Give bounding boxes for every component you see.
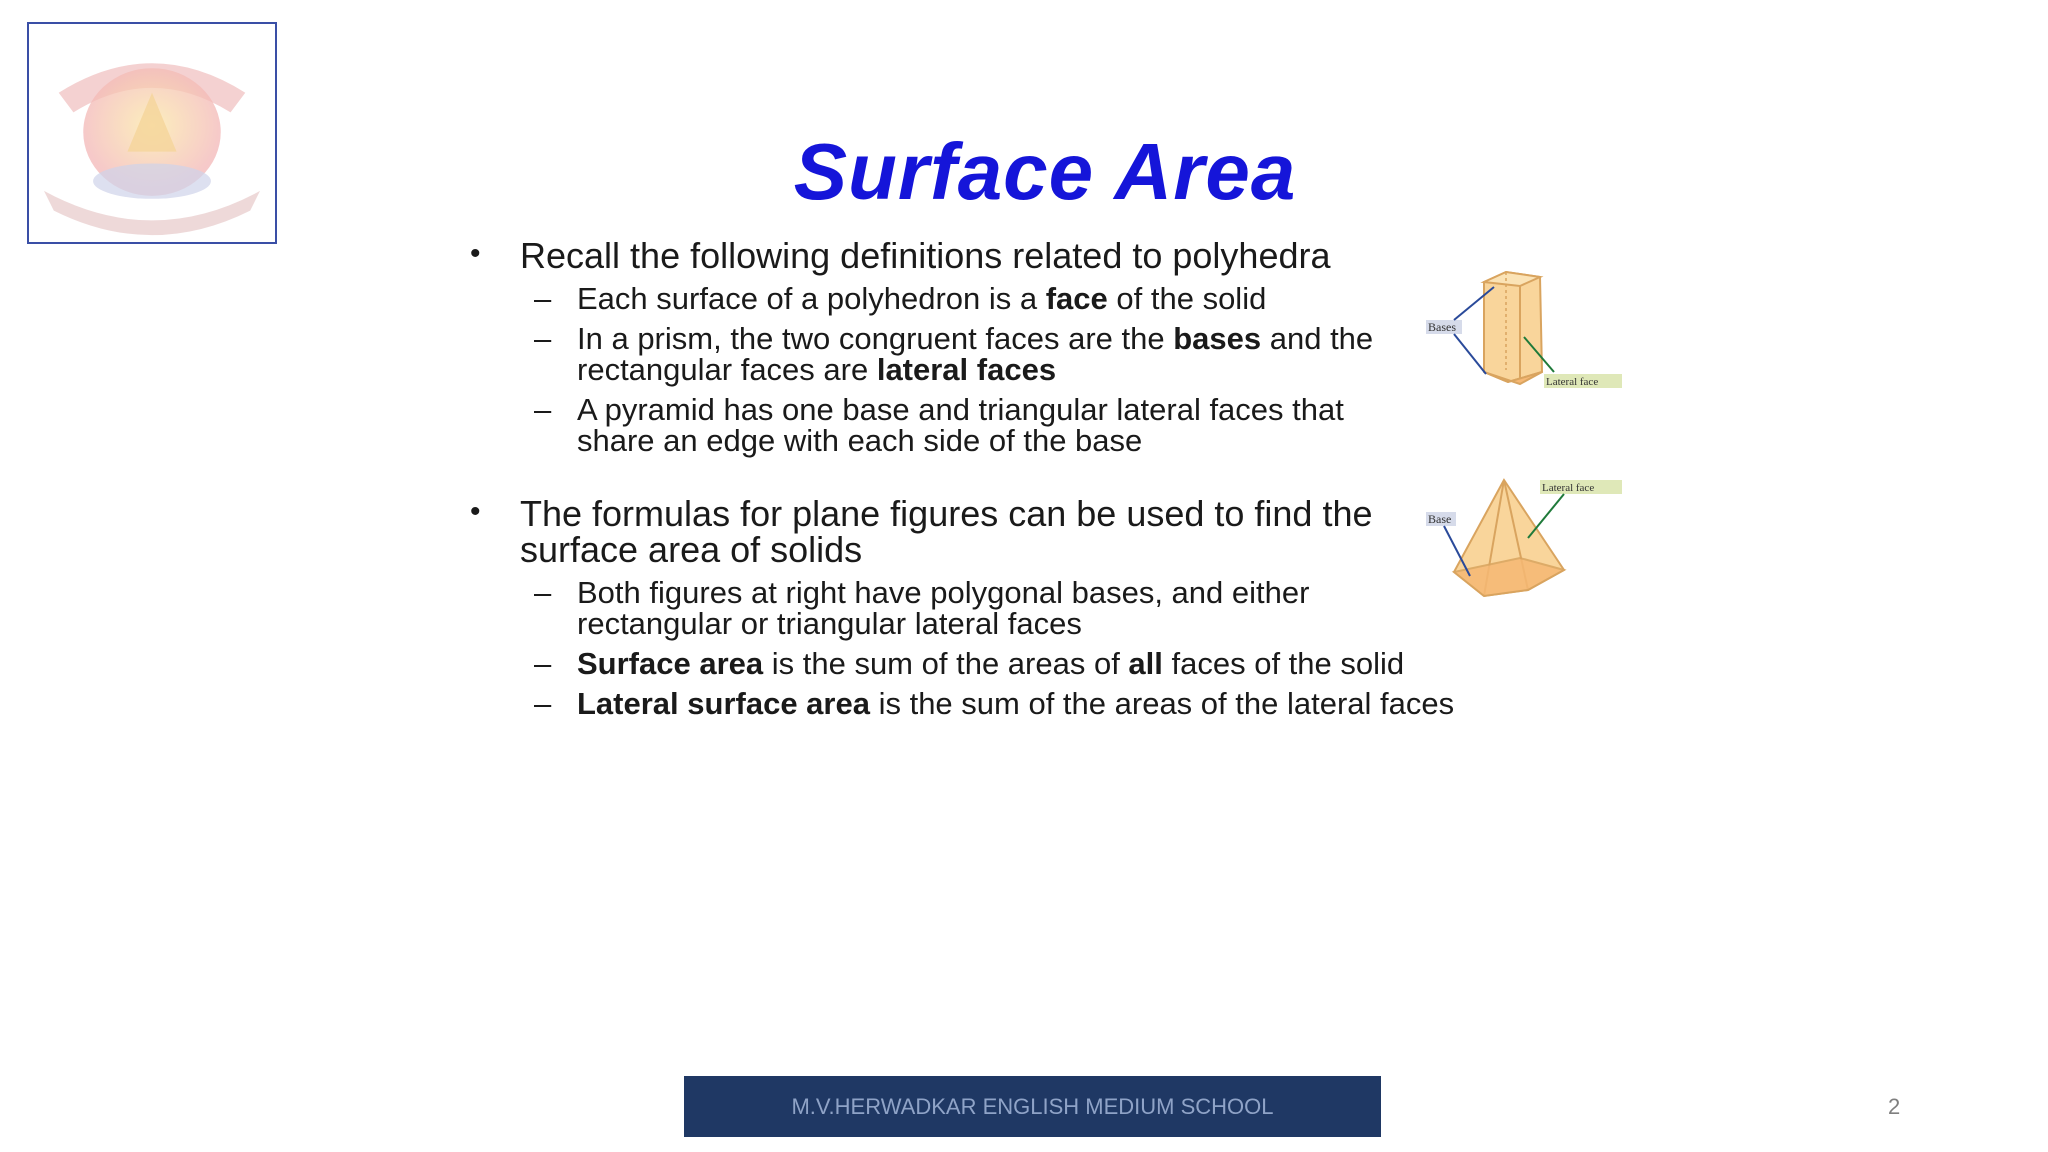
- dash-icon: –: [534, 281, 552, 316]
- bullet-text: The formulas for plane figures can be used to find the surface area of solids: [520, 493, 1373, 570]
- sub-bold: lateral faces: [876, 352, 1057, 387]
- pyramid-lateral-label: Lateral face: [1542, 482, 1595, 494]
- sub-text: A pyramid has one base and triangular lateral faces that share an edge with each side of the base: [577, 392, 1344, 458]
- bullet-text: Recall the following definitions related to polyhedra: [520, 235, 1331, 276]
- sub-text: of the solid: [1107, 281, 1267, 316]
- prism-icon: [1424, 262, 1624, 410]
- sub-bold: Surface area: [577, 646, 764, 681]
- footer-school-name: M.V.HERWADKAR ENGLISH MEDIUM SCHOOL: [684, 1076, 1381, 1137]
- bullet-point: [460, 493, 1420, 570]
- sub-bold: Lateral surface area: [577, 686, 870, 721]
- dash-icon: –: [534, 392, 552, 427]
- sub-text: In a prism, the two congruent faces are the: [577, 321, 1174, 356]
- bullet-icon: •: [470, 237, 481, 270]
- prism-illustration: [1424, 262, 1624, 410]
- slide-title: Surface Area: [793, 127, 1297, 216]
- dash-icon: –: [534, 321, 552, 356]
- bullet-icon: •: [470, 495, 481, 528]
- sub-text: and the rectangular faces are: [577, 321, 1374, 387]
- dash-icon: –: [534, 646, 552, 681]
- sub-text: is the sum of the areas of: [763, 646, 1129, 681]
- sub-point: [460, 688, 1560, 719]
- sub-point: [460, 394, 1407, 456]
- sub-bold: all: [1128, 646, 1163, 681]
- sub-text: Each surface of a polyhedron is a: [577, 281, 1046, 316]
- bullet-point: [460, 235, 1560, 276]
- sub-text: Both figures at right have polygonal bases, and either rectangular or triangular lateral faces: [577, 575, 1310, 641]
- sub-text: faces of the solid: [1162, 646, 1405, 681]
- sub-text: is the sum of the areas of the lateral faces: [869, 686, 1455, 721]
- dash-icon: –: [534, 686, 552, 721]
- pyramid-illustration: [1424, 472, 1624, 608]
- sub-point: [460, 283, 1560, 314]
- sub-point: [460, 577, 1427, 639]
- slide-content: [460, 235, 1560, 721]
- pyramid-base-label: Base: [1428, 512, 1452, 526]
- page-number: 2: [1888, 1094, 1901, 1119]
- prism-lateral-label: Lateral face: [1546, 376, 1599, 388]
- sub-bold: face: [1045, 281, 1108, 316]
- sub-bold: bases: [1173, 321, 1262, 356]
- pyramid-icon: [1424, 472, 1624, 608]
- prism-bases-label: Bases: [1428, 320, 1456, 334]
- sub-point: [460, 323, 1377, 385]
- sub-point: [460, 648, 1560, 679]
- dash-icon: –: [534, 575, 552, 610]
